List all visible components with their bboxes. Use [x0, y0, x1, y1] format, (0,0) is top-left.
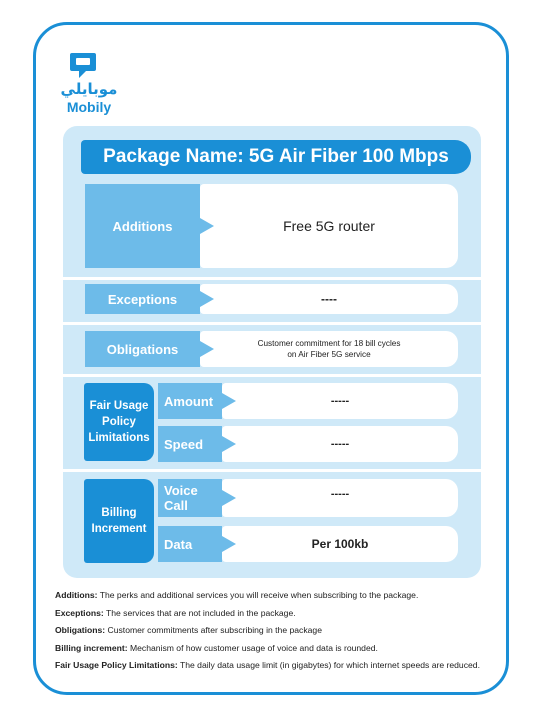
definition-item: Additions: The perks and additional services you will receive when subscribing to the package.	[55, 590, 419, 600]
row-divider	[63, 374, 481, 377]
definitions-list	[55, 590, 495, 678]
definition-item: Exceptions: The services that are not included in the package.	[55, 607, 296, 618]
fair-usage-group-label: Fair Usage Policy Limitations	[84, 383, 154, 461]
row-divider	[63, 469, 481, 472]
brand-name-english: Mobily	[66, 99, 112, 115]
package-header	[81, 140, 471, 174]
additions-label: Additions	[85, 184, 200, 268]
definition-item: Obligations: Customer commitments after subscribing in the package	[55, 625, 322, 635]
voice-call-label: Voice Call	[158, 479, 222, 517]
speed-value: -----	[222, 426, 458, 462]
package-title: Package Name: 5G Air Fiber 100 Mbps	[103, 146, 449, 167]
billing-group-label: Billing Increment	[84, 479, 154, 563]
definition-item: Fair Usage Policy Limitations: The daily data usage limit (in gigabytes) for which internet speeds are reduced.	[55, 660, 480, 670]
definition-item: Billing increment: Mechanism of how customer usage of voice and data is rounded.	[55, 642, 378, 653]
exceptions-value: ----	[200, 284, 458, 314]
obligations-value: Customer commitment for 18 bill cycles on Air Fiber 5G service	[200, 331, 458, 367]
brand-name-arabic: موبايلي	[60, 80, 118, 98]
amount-label: Amount	[158, 383, 222, 419]
mobily-logo-icon	[68, 50, 98, 80]
exceptions-label: Exceptions	[85, 284, 200, 314]
amount-value: -----	[222, 383, 458, 419]
row-divider	[63, 322, 481, 325]
brand-logo	[60, 50, 118, 118]
row-divider	[63, 277, 481, 280]
data-value: Per 100kb	[222, 526, 458, 562]
voice-call-value: -----	[222, 479, 458, 517]
additions-value: Free 5G router	[200, 184, 458, 268]
obligations-label: Obligations	[85, 331, 200, 367]
data-label: Data	[158, 526, 222, 562]
speed-label: Speed	[158, 426, 222, 462]
